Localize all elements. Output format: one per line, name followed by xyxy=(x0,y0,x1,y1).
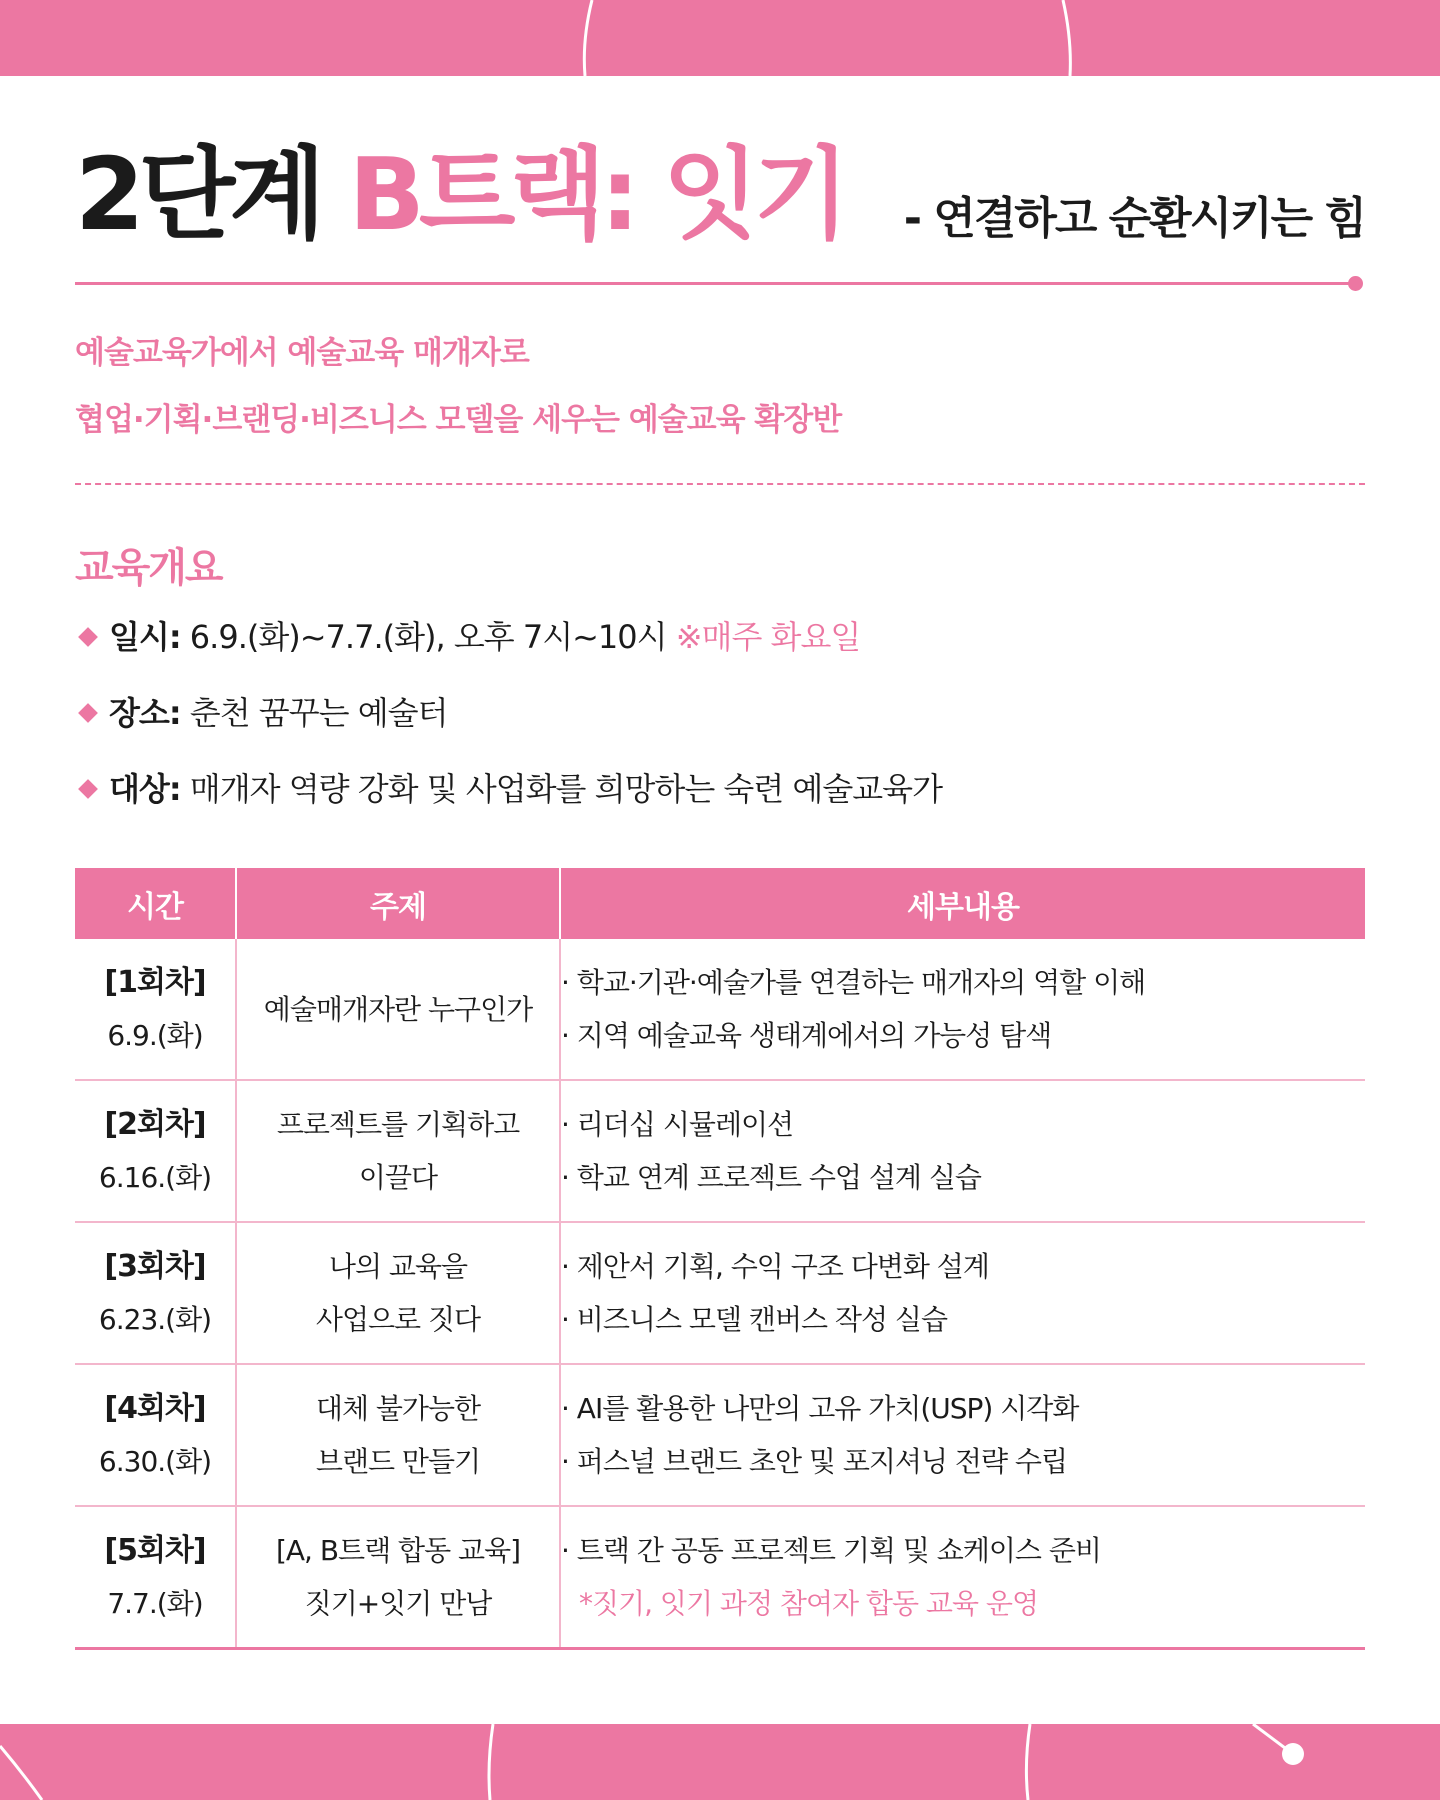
detail-item: · 리더십 시뮬레이션 xyxy=(561,1108,794,1141)
overview-heading: 교육개요 xyxy=(75,545,222,591)
overview-item-date xyxy=(75,612,860,658)
title-divider-dot xyxy=(1348,276,1363,291)
session-label: [3회차] xyxy=(104,1249,206,1284)
title-divider-line xyxy=(75,282,1353,285)
overview-label: 장소: xyxy=(109,694,181,732)
session-date: 6.30.(화) xyxy=(98,1445,212,1478)
header-detail: 세부내용 xyxy=(560,868,1365,939)
band-curves-graphic xyxy=(0,1724,1440,1800)
tagline-line-2: 협업·기획·브랜딩·비즈니스 모델을 세우는 예술교육 확장반 xyxy=(75,402,842,438)
overview-note: ※매주 화요일 xyxy=(675,618,861,656)
topic-text: 사업으로 짓다 xyxy=(315,1303,481,1336)
detail-note: *짓기, 잇기 과정 참여자 합동 교육 운영 xyxy=(579,1587,1039,1620)
bottom-decorative-band xyxy=(0,1724,1440,1800)
detail-cell xyxy=(560,1222,1365,1364)
schedule-table xyxy=(75,868,1365,1650)
topic-text: 나의 교육을 xyxy=(328,1250,468,1283)
topic-text: 짓기+잇기 만남 xyxy=(304,1587,492,1620)
tagline-line-1: 예술교육가에서 예술교육 매개자로 xyxy=(75,335,529,371)
topic-cell xyxy=(236,1506,560,1649)
topic-text: 대체 불가능한 xyxy=(315,1392,481,1425)
page-subtitle: - 연결하고 순환시키는 힘 xyxy=(903,193,1365,244)
session-label: [4회차] xyxy=(104,1391,206,1426)
detail-item: · 비즈니스 모델 캔버스 작성 실습 xyxy=(561,1303,948,1336)
detail-item: · 제안서 기획, 수익 구조 다변화 설계 xyxy=(561,1250,989,1283)
overview-item-place xyxy=(75,688,447,734)
session-label: [2회차] xyxy=(104,1107,206,1142)
diamond-bullet-icon xyxy=(78,703,98,723)
detail-item: · 학교 연계 프로젝트 수업 설계 실습 xyxy=(561,1161,981,1194)
topic-cell xyxy=(236,1364,560,1506)
table-row xyxy=(75,1506,1365,1649)
detail-item: · 트랙 간 공동 프로젝트 기획 및 쇼케이스 준비 xyxy=(561,1534,1101,1567)
session-label: [5회차] xyxy=(104,1533,206,1568)
topic-cell xyxy=(236,939,560,1080)
session-label: [1회차] xyxy=(104,965,206,1000)
table-row xyxy=(75,939,1365,1080)
session-date: 6.9.(화) xyxy=(107,1019,203,1052)
table-header-row xyxy=(75,868,1365,939)
overview-label: 대상: xyxy=(109,770,181,808)
page-title-row xyxy=(75,136,1365,253)
detail-cell xyxy=(560,1080,1365,1222)
table-row xyxy=(75,1080,1365,1222)
dashed-divider xyxy=(75,483,1365,485)
topic-text: 예술매개자란 누구인가 xyxy=(263,992,533,1026)
detail-cell xyxy=(560,1364,1365,1506)
detail-cell xyxy=(560,939,1365,1080)
band-curves-graphic xyxy=(0,0,1440,76)
session-cell xyxy=(75,939,236,1080)
overview-label: 일시: xyxy=(109,618,181,656)
topic-text: [A, B트랙 합동 교육] xyxy=(275,1534,521,1567)
diamond-bullet-icon xyxy=(78,779,98,799)
session-cell xyxy=(75,1506,236,1649)
header-topic: 주제 xyxy=(236,868,560,939)
overview-value: 춘천 꿈꾸는 예술터 xyxy=(180,694,448,732)
detail-cell xyxy=(560,1506,1365,1649)
overview-value: 매개자 역량 강화 및 사업화를 희망하는 숙련 예술교육가 xyxy=(180,770,942,808)
detail-item: · 지역 예술교육 생태계에서의 가능성 탐색 xyxy=(561,1019,1052,1052)
detail-item: · AI를 활용한 나만의 고유 가치(USP) 시각화 xyxy=(561,1392,1079,1425)
session-date: 6.16.(화) xyxy=(98,1161,212,1194)
session-cell xyxy=(75,1222,236,1364)
page-title xyxy=(75,136,845,253)
title-step: 2단계 xyxy=(75,136,320,253)
detail-item: · 퍼스널 브랜드 초안 및 포지셔닝 전략 수립 xyxy=(561,1445,1068,1478)
topic-cell xyxy=(236,1080,560,1222)
session-cell xyxy=(75,1364,236,1506)
topic-cell xyxy=(236,1222,560,1364)
top-decorative-band xyxy=(0,0,1440,76)
topic-text: 이끌다 xyxy=(358,1161,438,1194)
table-row xyxy=(75,1222,1365,1364)
session-date: 6.23.(화) xyxy=(98,1303,212,1336)
session-cell xyxy=(75,1080,236,1222)
topic-text: 프로젝트를 기획하고 xyxy=(276,1108,520,1141)
overview-value: 6.9.(화)~7.7.(화), 오후 7시~10시 xyxy=(180,618,676,656)
topic-text: 브랜드 만들기 xyxy=(315,1445,481,1478)
header-time: 시간 xyxy=(75,868,236,939)
session-date: 7.7.(화) xyxy=(107,1587,203,1620)
overview-item-target xyxy=(75,764,942,810)
table-row xyxy=(75,1364,1365,1506)
diamond-bullet-icon xyxy=(78,627,98,647)
title-track: B트랙: 잇기 xyxy=(348,136,845,253)
detail-item: · 학교·기관·예술가를 연결하는 매개자의 역할 이해 xyxy=(561,966,1146,999)
